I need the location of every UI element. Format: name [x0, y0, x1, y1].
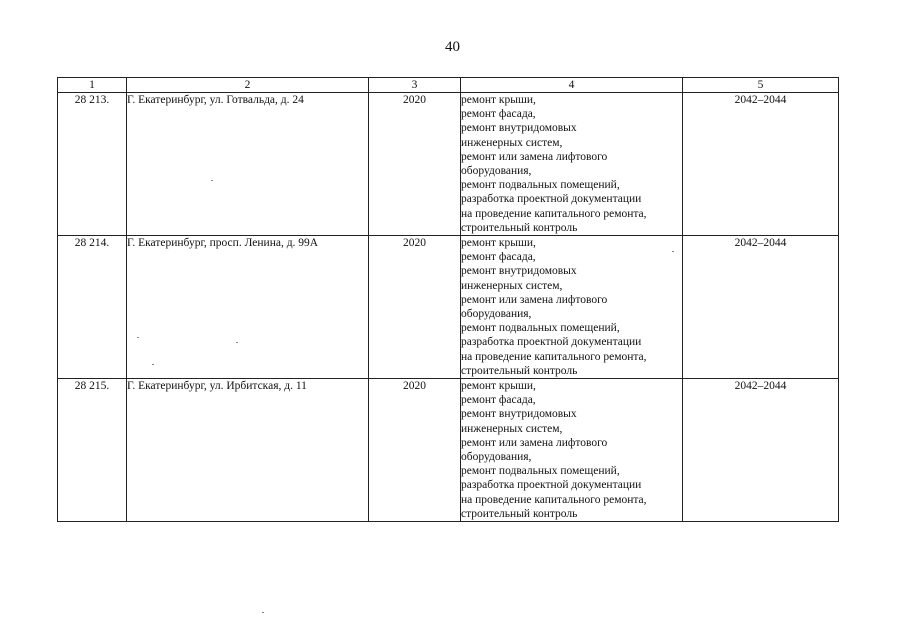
- scan-speck: [262, 612, 264, 613]
- row-year: 2020: [369, 93, 461, 236]
- scan-speck: [211, 180, 213, 181]
- scan-speck: [672, 251, 674, 252]
- work-item: ремонт внутридомовых: [461, 122, 577, 135]
- work-item: строительный контроль: [461, 507, 578, 520]
- work-item: строительный контроль: [461, 364, 578, 377]
- work-item: ремонт подвальных помещений,: [461, 179, 620, 192]
- row-address: Г. Екатеринбург, просп. Ленина, д. 99А: [127, 236, 369, 379]
- work-item: на проведение капитального ремонта,: [461, 207, 647, 220]
- table-row: [58, 93, 839, 236]
- work-item: ремонт или замена лифтового: [461, 436, 608, 449]
- page-number: 40: [445, 39, 460, 55]
- work-item: инженерных систем,: [461, 279, 563, 292]
- work-item: ремонт подвальных помещений,: [461, 465, 620, 478]
- work-item: ремонт крыши,: [461, 380, 536, 393]
- work-item: оборудования,: [461, 451, 532, 464]
- scan-speck: [152, 364, 154, 365]
- work-item: ремонт фасада,: [461, 108, 536, 121]
- work-item: на проведение капитального ремонта,: [461, 350, 647, 363]
- table-row: [58, 236, 839, 379]
- header-col-1: 1: [58, 78, 127, 93]
- work-item: строительный контроль: [461, 221, 578, 234]
- work-item: ремонт крыши,: [461, 237, 536, 250]
- header-col-5: 5: [683, 78, 839, 93]
- row-number: 28 215.: [58, 379, 127, 522]
- row-period: 2042–2044: [683, 93, 839, 236]
- work-item: ремонт внутридомовых: [461, 408, 577, 421]
- scan-speck: [137, 337, 139, 338]
- row-address: Г. Екатеринбург, ул. Ирбитская, д. 11: [127, 379, 369, 522]
- capital-repair-table: [57, 77, 839, 522]
- work-item: оборудования,: [461, 165, 532, 178]
- row-number: 28 213.: [58, 93, 127, 236]
- row-year: 2020: [369, 236, 461, 379]
- work-item: инженерных систем,: [461, 136, 563, 149]
- header-col-4: 4: [461, 78, 683, 93]
- work-item: ремонт или замена лифтового: [461, 293, 608, 306]
- work-item: ремонт фасада,: [461, 251, 536, 264]
- row-year: 2020: [369, 379, 461, 522]
- row-period: 2042–2044: [683, 379, 839, 522]
- work-item: ремонт внутридомовых: [461, 265, 577, 278]
- work-item: разработка проектной документации: [461, 336, 642, 349]
- work-item: ремонт фасада,: [461, 394, 536, 407]
- work-item: ремонт или замена лифтового: [461, 150, 608, 163]
- table-row: [58, 379, 839, 522]
- header-col-2: 2: [127, 78, 369, 93]
- header-col-3: 3: [369, 78, 461, 93]
- row-period: 2042–2044: [683, 236, 839, 379]
- work-item: ремонт подвальных помещений,: [461, 322, 620, 335]
- work-item: разработка проектной документации: [461, 193, 642, 206]
- scan-speck: [236, 342, 238, 343]
- row-works: [461, 93, 683, 236]
- work-item: инженерных систем,: [461, 422, 563, 435]
- work-item: на проведение капитального ремонта,: [461, 493, 647, 506]
- header-row: [58, 78, 839, 93]
- row-address: Г. Екатеринбург, ул. Готвальда, д. 24: [127, 93, 369, 236]
- work-item: ремонт крыши,: [461, 94, 536, 106]
- row-works: [461, 236, 683, 379]
- row-works: [461, 379, 683, 522]
- work-item: разработка проектной документации: [461, 479, 642, 492]
- work-item: оборудования,: [461, 308, 532, 321]
- row-number: 28 214.: [58, 236, 127, 379]
